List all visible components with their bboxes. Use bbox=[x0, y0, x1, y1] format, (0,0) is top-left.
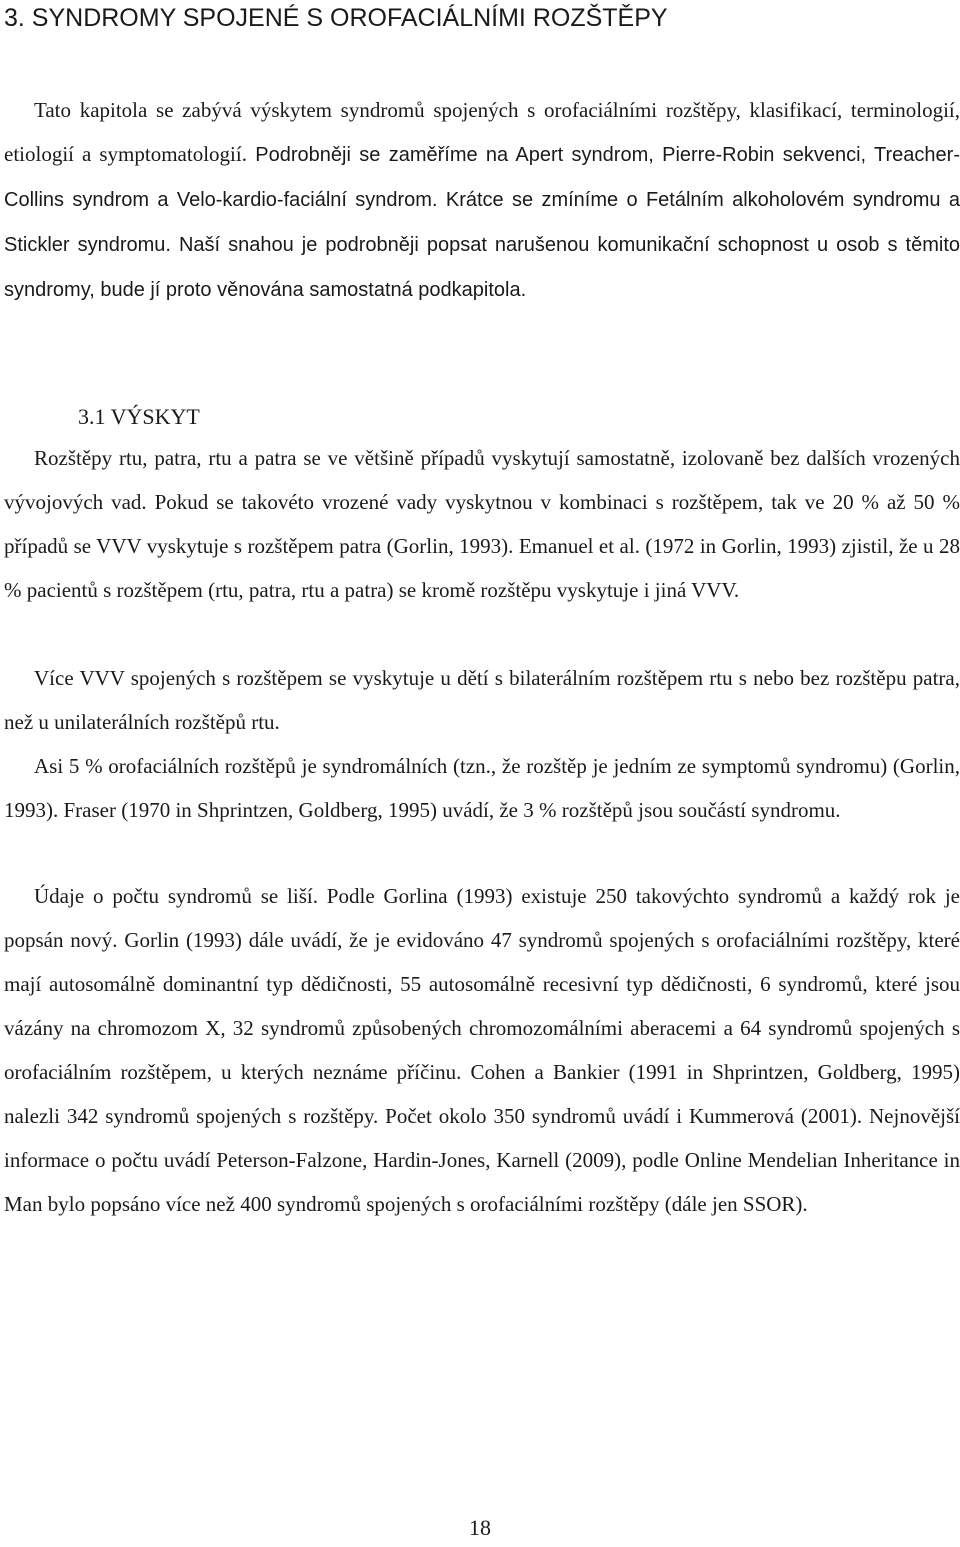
section-heading: 3.1 VÝSKYT bbox=[78, 404, 200, 429]
intro-sentence-2: Podrobněji se zaměříme na Apert syndrom, Pierre-Robin sekvenci, Treacher-Collins syndrom a Velo-kardio-faciální syndrom. Krátce se zmíníme o Fetálním alkoholovém syndromu a Stickler syndromu. Naší snahou je podrobněji popsat narušenou komunikační schopnost u osob s těmito syndromy, bude jí proto věnována samostatná podkapitola. bbox=[4, 144, 960, 301]
intro-paragraph bbox=[4, 88, 960, 312]
paragraph-bilateral: Více VVV spojených s rozštěpem se vyskytuje u dětí s bilaterálním rozštěpem rtu s nebo bez rozštěpu patra, než u unilaterálních rozštěpů rtu. bbox=[4, 666, 960, 734]
intro-sentence-1: Tato kapitola se zabývá výskytem syndromů spojených s orofaciálními rozštěpy, klasifikací, terminologií, etiologií a symptomatologií. bbox=[4, 98, 960, 166]
paragraph-occurrence: Rozštěpy rtu, patra, rtu a patra se ve většině případů vyskytují samostatně, izolovaně bez dalších vrozených vývojových vad. Pokud se takovéto vrozené vady vyskytnou v kombinaci s rozštěpem, tak ve 20 % až 50 % případů se VVV vyskytuje s rozštěpem patra (Gorlin, 1993). Emanuel et al. (1972 in Gorlin, 1993) zjistil, že u 28 % pacientů s rozštěpem (rtu, patra, rtu a patra) se kromě rozštěpu vyskytuje i jiná VVV. bbox=[4, 446, 960, 602]
paragraph-syndrome-count: Údaje o počtu syndromů se liší. Podle Gorlina (1993) existuje 250 takovýchto syndromů a každý rok je popsán nový. Gorlin (1993) dále uvádí, že je evidováno 47 syndromů spojených s orofaciálními rozštěpy, které mají autosomálně dominantní typ dědičnosti, 55 autosomálně recesivní typ dědičnosti, 6 syndromů, které jsou vázány na chromozom X, 32 syndromů způsobených chromozomálními aberacemi a 64 syndromů spojených s orofaciálním rozštěpem, u kterých neznáme příčinu. Cohen a Bankier (1991 in Shprintzen, Goldberg, 1995) nalezli 342 syndromů spojených s rozštěpy. Počet okolo 350 syndromů uvádí i Kummerová (2001). Nejnovější informace o počtu uvádí Peterson-Falzone, Hardin-Jones, Karnell (2009), podle Online Mendelian Inheritance in Man bylo popsáno více než 400 syndromů spojených s orofaciálními rozštěpy (dále jen SSOR). bbox=[4, 884, 960, 1216]
page-number: 18 bbox=[469, 1515, 491, 1540]
chapter-title: 3. SYNDROMY SPOJENÉ S OROFACIÁLNÍMI ROZŠTĚPY bbox=[4, 4, 668, 32]
paragraph-syndromic-share: Asi 5 % orofaciálních rozštěpů je syndromálních (tzn., že rozštěp je jedním ze symptomů syndromu) (Gorlin, 1993). Fraser (1970 in Shprintzen, Goldberg, 1995) uvádí, že 3 % rozštěpů jsou součástí syndromu. bbox=[4, 754, 960, 822]
